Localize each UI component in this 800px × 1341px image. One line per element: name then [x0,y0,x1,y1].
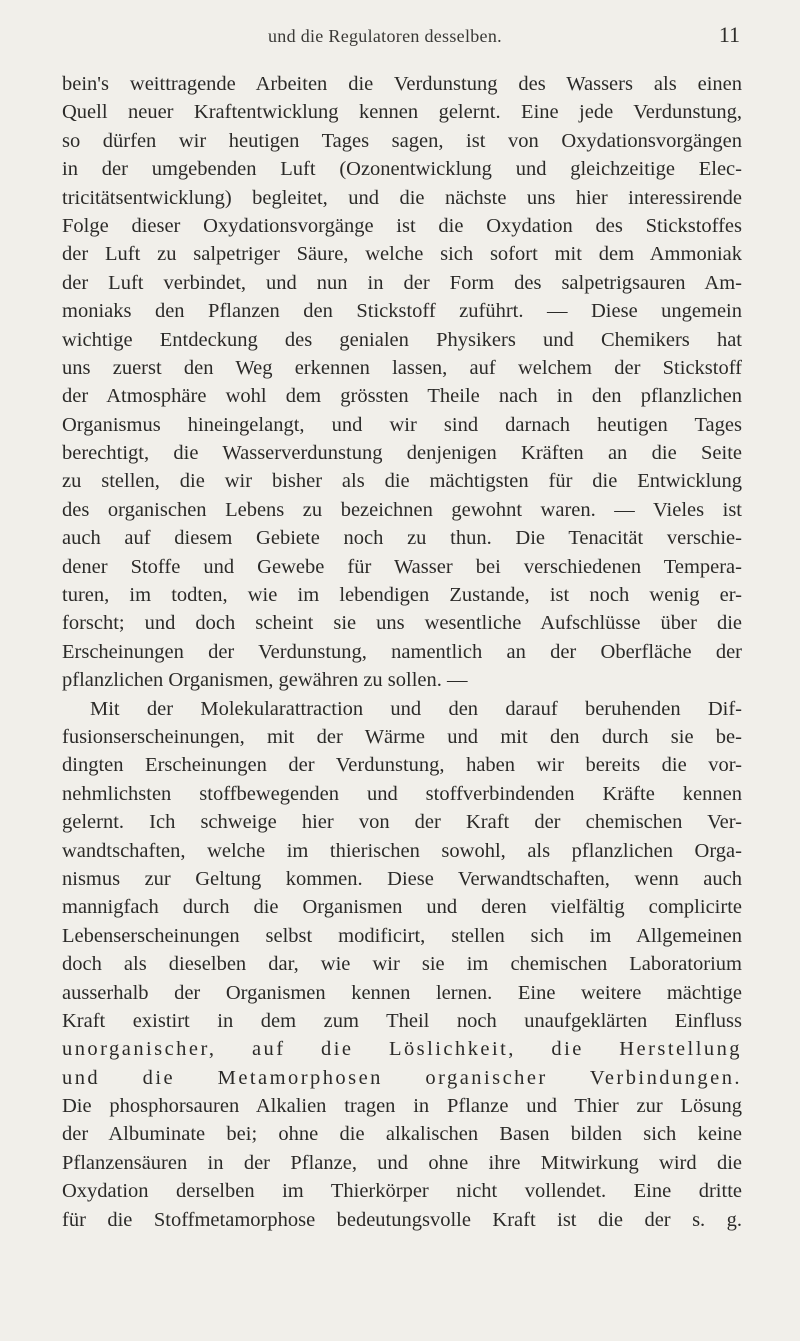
text-line: der Luft verbindet, und nun in der Form des salpetrigsauren Am- [62,271,742,294]
text-line: Folge dieser Oxydationsvorgänge ist die Oxydation des Stickstoffes [62,214,742,237]
text-line: uns zuerst den Weg erkennen lassen, auf welchem der Stickstoff [62,356,742,379]
text-line: turen, im todten, wie im lebendigen Zustande, ist noch wenig er- [62,584,742,607]
text-line: dener Stoffe und Gewebe für Wasser bei verschiedenen Tempera- [62,555,742,578]
text-line: ausserhalb der Organismen kennen lernen. Eine weitere mächtige [62,981,742,1004]
page-number: 11 [718,22,740,47]
text-line: Erscheinungen der Verdunstung, namentlich an der Oberfläche der [62,640,742,663]
text-line: auch auf diesem Gebiete noch zu thun. Die Tenacität verschie- [62,527,742,550]
text-line: nismus zur Geltung kommen. Diese Verwandtschaften, wenn auch [62,867,742,890]
text-line: bein's weittragende Arbeiten die Verdunstung des Wassers als einen [62,73,742,95]
text-line: Mit der Molekularattraction und den darauf beruhenden Dif- [90,697,742,720]
text-line: des organischen Lebens zu bezeichnen gewohnt waren. — Vieles ist [62,498,742,521]
text-line: dingten Erscheinungen der Verdunstung, haben wir bereits die vor- [62,754,742,777]
text-line: gelernt. Ich schweige hier von der Kraft der chemischen Ver- [62,811,742,834]
text-line: wandtschaften, welche im thierischen sowohl, als pflanzlichen Orga- [62,839,742,862]
body-text [62,70,742,1234]
text-line: Oxydation derselben im Thierkörper nicht vollendet. Eine dritte [62,1180,742,1203]
text-line: Pflanzensäuren in der Pflanze, und ohne ihre Mitwirkung wird die [62,1151,742,1174]
page-header [62,22,740,52]
text-line: für die Stoffmetamorphose bedeutungsvolle Kraft ist die der s. g. [62,1208,742,1231]
text-line: der Albuminate bei; ohne die alkalischen Basen bilden sich keine [62,1123,742,1146]
text-line: pflanzlichen Organismen, gewähren zu sollen. — [62,669,468,692]
text-line: so dürfen wir heutigen Tages sagen, ist von Oxydationsvorgängen [62,129,742,152]
text-line: Die phosphorsauren Alkalien tragen in Pflanze und Thier zur Lösung [62,1095,742,1118]
text-line: doch als dieselben dar, wie wir sie im chemischen Laboratorium [62,953,742,976]
running-head: und die Regulatoren desselben. [268,26,502,46]
text-line: unorganischer, auf die Löslichkeit, die Herstellung [62,1038,742,1061]
text-line: moniaks den Pflanzen den Stickstoff zuführt. — Diese ungemein [62,300,742,323]
text-line: forscht; und doch scheint sie uns wesentliche Aufschlüsse über die [62,612,742,635]
text-line: fusionserscheinungen, mit der Wärme und mit den durch sie be- [62,725,742,748]
text-line: und die Metamorphosen organischer Verbindungen. [62,1066,742,1089]
text-line: der Luft zu salpetriger Säure, welche sich sofort mit dem Ammoniak [62,243,742,266]
text-line: nehmlichsten stoffbewegenden und stoffverbindenden Kräfte kennen [62,782,742,805]
text-line: Lebenserscheinungen selbst modificirt, stellen sich im Allgemeinen [62,924,742,947]
text-line: tricitätsentwicklung) begleitet, und die nächste uns hier interessirende [62,186,742,209]
text-line: Organismus hineingelangt, und wir sind darnach heutigen Tages [62,413,742,436]
text-line: wichtige Entdeckung des genialen Physikers und Chemikers hat [62,328,742,351]
text-line: zu stellen, die wir bisher als die mächtigsten für die Entwicklung [62,470,742,493]
text-line: Quell neuer Kraftentwicklung kennen gelernt. Eine jede Verdunstung, [62,101,742,124]
text-line: in der umgebenden Luft (Ozonentwicklung und gleichzeitige Elec- [62,158,742,181]
text-line: mannigfach durch die Organismen und deren vielfältig complicirte [62,896,742,919]
text-line: der Atmosphäre wohl dem grössten Theile nach in den pflanzlichen [62,385,742,408]
text-line: berechtigt, die Wasserverdunstung denjenigen Kräften an die Seite [62,442,742,465]
text-line: Kraft existirt in dem zum Theil noch unaufgeklärten Einfluss [62,1009,742,1032]
